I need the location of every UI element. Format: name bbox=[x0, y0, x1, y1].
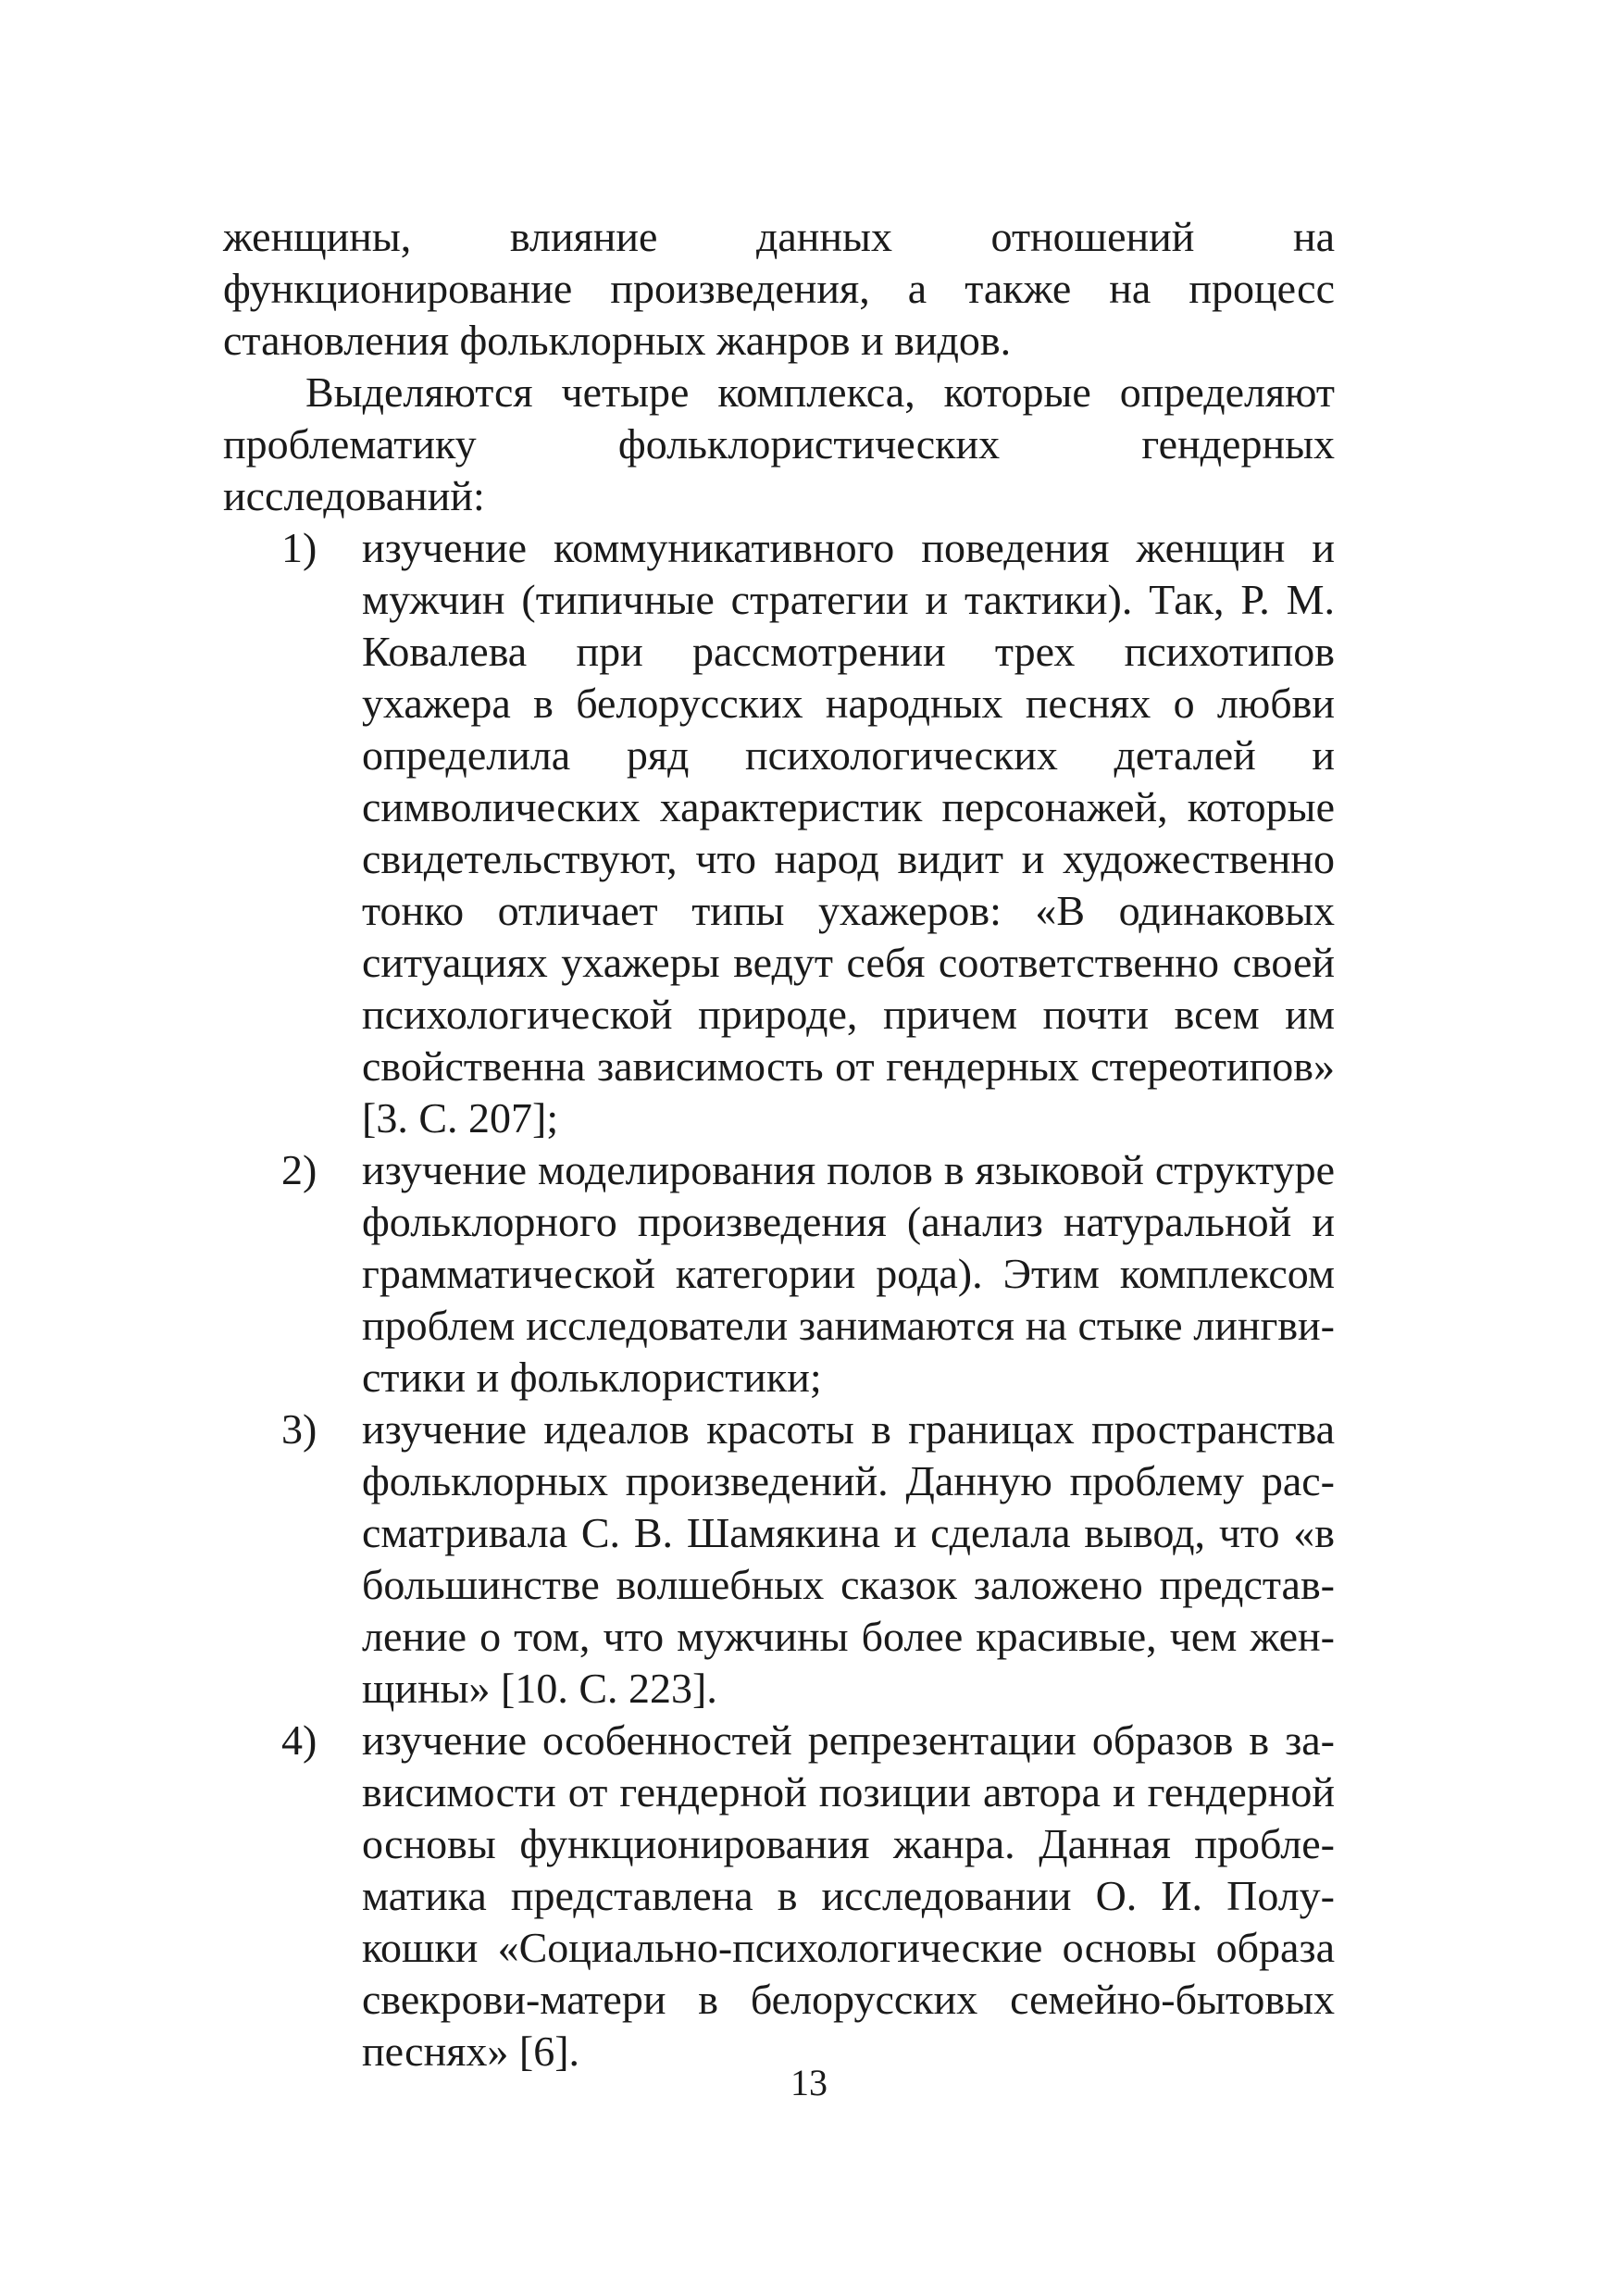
list-item-text: изучение моделирования полов в языковой структуре фольклорного произведения (анализ натуральной и грамматической категории рода). Этим комплексом проблем исследователи занимаются на стыке лингвистики и фольклористики; bbox=[362, 1146, 1335, 1401]
list-item-text: изучение особенностей репрезентации образов в зависимости от гендерной позиции автора и гендерной основы функционирования жанра. Данная проблематика представлена в исследовании О. И. Полукошки «Социально-психологические основы образа свекрови-матери в белорусских семейно-бытовых песнях» [6]. bbox=[362, 1716, 1335, 2075]
list-item bbox=[223, 522, 1335, 1144]
page-number: 13 bbox=[790, 2062, 828, 2103]
main-text bbox=[223, 211, 1335, 2078]
numbered-list bbox=[223, 522, 1335, 2078]
list-item-number: 2) bbox=[281, 1146, 317, 1193]
list-item-text: изучение идеалов красоты в границах пространства фольклорных произведений. Данную проблему рассматривала С. В. Шамякина и сделала вывод, что «в большинстве волшебных сказок заложено представление о том, что мужчины более красивые, чем женщины» [10. С. 223]. bbox=[362, 1405, 1335, 1712]
list-item-number: 1) bbox=[281, 524, 317, 571]
list-item bbox=[223, 1715, 1335, 2078]
list-item bbox=[223, 1144, 1335, 1404]
list-item bbox=[223, 1404, 1335, 1715]
list-item-number: 3) bbox=[281, 1405, 317, 1453]
list-item-text: изучение коммуникативного поведения женщин и мужчин (типичные стратегии и тактики). Так, Р. М. Ковалева при рассмотрении трех психотипов ухажера в белорусских народных песнях о любви определила ряд психологических деталей и символических характеристик персонажей, которые свидетельствуют, что народ видит и художественно тонко отличает типы ухажеров: «В одинаковых ситуациях ухажеры ведут себя соответственно своей психологической природе, причем почти всем им свойственна зависимость от гендерных стереотипов» [3. С. 207]; bbox=[362, 524, 1335, 1142]
list-item-number: 4) bbox=[281, 1716, 317, 1764]
paragraph-intro: Выделяются четыре комплекса, которые определяют проблематику фольклористических гендерных исследований: bbox=[223, 368, 1335, 519]
paragraph-continuation: женщины, влияние данных отношений на функционирование произведения, а также на процесс становления фольклорных жанров и видов. bbox=[223, 213, 1335, 364]
